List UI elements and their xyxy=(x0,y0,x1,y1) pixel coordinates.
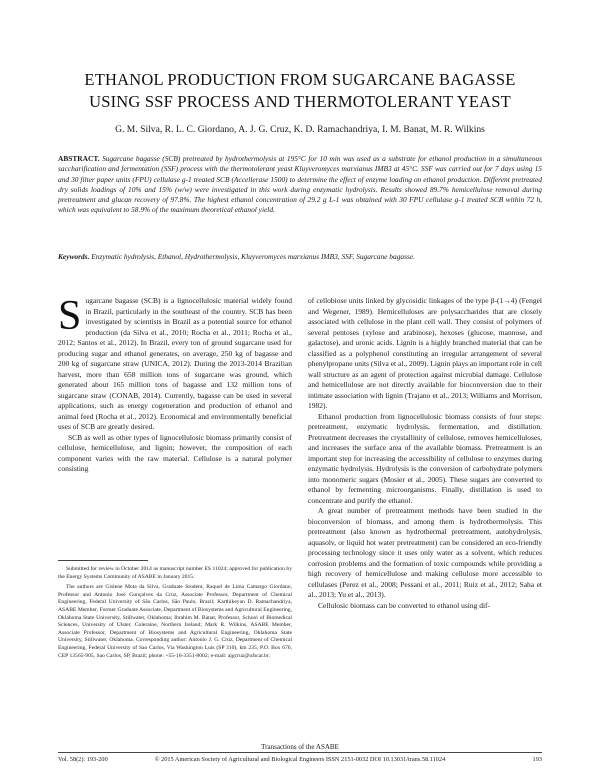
abstract-text: Sugarcane bagasse (SCB) pretreated by hydrothermolysis at 195°C for 10 min was used as a substrate for ethanol production in a simultaneous saccharification and fermentation (SSF) process with the thermotolerant yeast Kluyveromyces marxianus IMB3 at 45°C. SSF was carried out for 7 days using 15 and 30 filter paper units (FPU) cellulase g-1 treated SCB (Accellerase 1500) to determine the effect of enzyme loading on ethanol production. Different pretreated dry solids loadings of 10% and 15% (w/w) were investigated in this work during enzymatic hydrolysis. Results showed 89.7% hemicellulose removal during pretreatment and glucan recovery of 97.8%. The highest ethanol concentration of 29.2 g L-1 was obtained with 30 FPU cellulase g-1 treated SCB within 72 h, which was equivalent to 58.9% of the maximum theoretical ethanol yield. xyxy=(58,154,542,215)
footer-rule xyxy=(58,752,542,753)
body-paragraph: of cellobiose units linked by glycosidic linkages of the type β-(1→4) (Fengel and Wegener, 1989). Hemicelluloses are polysaccharides that are closely associated with cellulose in the plant cell wall. They consist of polymers of several pentoses (xylose and arabinose), hexoses (glucose, mannose, and galactose), and uronic acids. Lignin is a highly branched material that can be classified as a polyphenol constituting an irregular arrangement of several phenylpropane units (Silva et al., 2009). Lignin plays an important role in cell wall structure as an agent of protection against microbial damage. Cellulose and hemicellulose are not directly available for bioconversion due to their intimate association with lignin (Trajano et al., 2013; Williams and Morrison, 1982). xyxy=(308,296,542,410)
keywords-text: Enzymatic hydrolysis, Ethanol, Hydrothermolysis, Kluyveromyces marxianus IMB3, SSF, Sugarcane bagasse. xyxy=(89,252,415,261)
intro-paragraph xyxy=(58,293,292,433)
body-paragraph: A great number of pretreatment methods have been studied in the bioconversion of biomass, and among them is hydrothermolysis. This pretreatment (also known as hydrothermal pretreatment, autohydrolysis, aquasolv, or liquid hot water pretreatment) can be considered an eco-friendly processing technology since it uses only water as a solvent, which reduces corrosion problems and the formation of toxic compounds while providing a high recovery of hemicellulose and making cellulose more accessible to cellulases (Perez et al., 2008; Pessani et al., 2011; Ruiz et al., 2012; Saha et al., 2013; Yu et al., 2013). xyxy=(308,506,542,599)
volume-info: Vol. 58(2): 193-200 xyxy=(58,756,108,763)
footnote-rule xyxy=(58,560,148,561)
footnote xyxy=(58,566,292,663)
footnote-affiliations: The authors are Gislene Mota da Silva, Graduate Student, Raquel de Lima Camargo Giordano, Professor and Antonio José Gonçalves da Cruz, Associate Professor, Department of Chemical Engineering, Federal University of São Carlos, São Paulo, Brazil; Karthikeyan D. Ramachandriya, ASABE Member, Former Graduate Associate, Department of Biosystems and Agricultural Engineering, Oklahoma State University, Stillwater, Oklahoma; Ibrahim M. Banat, Professor, School of Biomedical Sciences, University of Ulster, Coleraine, Northern Ireland; Mark R. Wilkins, ASABE Member, Associate Professor, Department of Biosystems and Agricultural Engineering, Oklahoma State University, Stillwater, Oklahoma. Corresponding author: Antonio J. G. Cruz, Department of Chemical Engineering, Federal University of Sao Carlos, Via Washington Luis (SP 310), km 235, P.O. Box 676, CEP 13565-905, Sao Carlos, SP, Brazil; phone: +55-16-3351-8002; e-mail: ajgcruz@ufscar.br. xyxy=(58,584,292,659)
author-list: G. M. Silva, R. L. C. Giordano, A. J. G. Cruz, K. D. Ramachandriya, I. M. Banat, M. R. Wilkins xyxy=(115,124,485,135)
drop-cap: S xyxy=(58,293,82,339)
intro-text: ugarcane bagasse (SCB) is a lignocellulosic material widely found in Brazil, particularly in the southeast of the country. SCB has been investigated by scientists in Brazil as a potential source for ethanol production (da Silva et al., 2010; Rocha et al., 2011; Rocha et al., 2012; Santos et al., 2012). In Brazil, every ton of ground sugarcane used for producing sugar and ethanol generates, on average, 250 kg of bagasse and 200 kg of sugarcane straw (UNICA, 2012). During the 2013-2014 Brazilian harvest, more than 658 million tons of sugarcane was ground, which generated about 165 million tons of bagasse and 132 million tons of sugarcane straw (CONAB, 2014). Currently, bagasse can be used in several applications, such as energy cogeneration and production of ethanol and animal feed (Rocha et al., 2012). Economical and environmentally beneficial uses of SCB are greatly desired. xyxy=(58,296,292,431)
copyright-line: © 2015 American Society of Agricultural and Biological Engineers ISSN 2151-0032 DOI 10.13031/trans.58.11024 xyxy=(154,756,446,763)
body-right-column xyxy=(308,296,542,611)
keywords-label: Keywords. xyxy=(58,252,90,261)
abstract-label: ABSTRACT. xyxy=(58,154,100,163)
abstract xyxy=(58,154,542,216)
keywords xyxy=(58,252,542,262)
body-paragraph: SCB as well as other types of lignocellulosic biomass primarily consist of cellulose, hemicellulose, and lignin; however, the composition of each component varies with the raw material. Cellulose is a natural polymer consisting xyxy=(58,432,292,473)
journal-name: Transactions of the ASABE xyxy=(261,743,339,751)
page-number: 193 xyxy=(532,756,542,763)
title-line-1: ETHANOL PRODUCTION FROM SUGARCANE BAGASSE xyxy=(84,70,516,89)
footnote-submission: Submitted for review in October 2014 as manuscript number ES 11024; approved for publication by the Energy Systems Community of ASABE in January 2015. xyxy=(58,566,292,580)
title-line-2: USING SSF PROCESS AND THERMOTOLERANT YEAST xyxy=(89,92,511,111)
body-left-column xyxy=(58,293,292,475)
body-paragraph: Ethanol production from lignocellulosic biomass consists of four steps: pretreatment, enzymatic hydrolysis, fermentation, and distillation. Pretreatment decreases the crystallinity of cellulose, removes hemicelluloses, and increases the surface area of the available biomass. Pretreatment is an important step for increasing the accessibility of cellulose to enzymes during enzymatic hydrolysis. Hydrolysis is the conversion of carbohydrate polymers into monomeric sugars (Mosier et al., 2005). These sugars are converted to ethanol by fermenting microorganisms. Finally, distillation is used to concentrate and purify the ethanol. xyxy=(308,411,542,505)
body-paragraph: Cellulosic biomass can be converted to ethanol using dif- xyxy=(318,600,491,610)
